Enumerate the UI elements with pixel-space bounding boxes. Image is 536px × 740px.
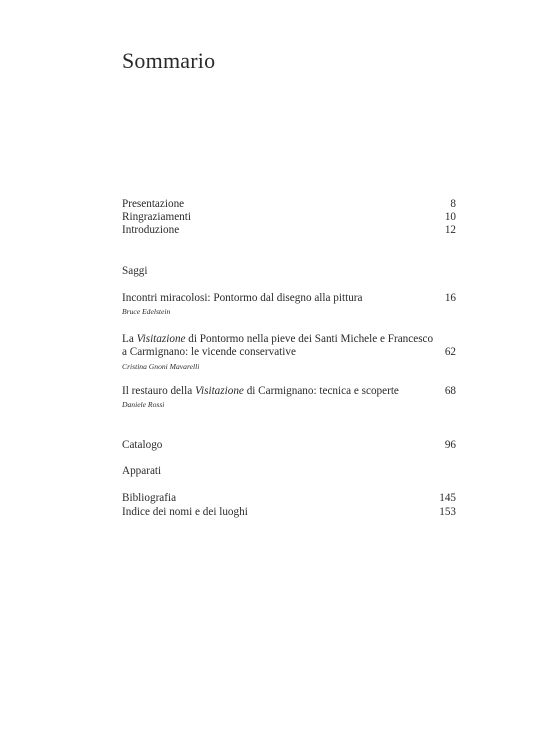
- toc-entry-page: 16: [444, 292, 456, 304]
- toc-entry-label: Presentazione: [122, 198, 185, 210]
- toc-entry-page: 10: [444, 211, 456, 223]
- toc-entry-ringraziamenti[interactable]: [122, 211, 456, 224]
- toc-entry-page: 62: [444, 346, 456, 358]
- toc-entry-page: 153: [439, 506, 456, 518]
- toc-entry-page: 96: [444, 439, 456, 451]
- toc-entry-label-italic: Visitazione: [136, 333, 186, 345]
- section-heading-apparati: Apparati: [122, 465, 162, 477]
- toc-entry-page: 68: [444, 385, 456, 397]
- toc-entry-page: 8: [450, 198, 456, 210]
- toc-entry-catalogo[interactable]: [122, 439, 456, 452]
- toc-entry-label-part: di Carmignano: tecnica e scoperte: [243, 385, 399, 397]
- toc-entry-label: Catalogo: [122, 439, 163, 451]
- toc-entry-label: Bibliografia: [122, 492, 177, 504]
- toc-entry-introduzione[interactable]: [122, 224, 456, 237]
- toc-entry-label-part: La: [122, 333, 137, 345]
- toc-entry-label: a Carmignano: le vicende conservative: [122, 346, 296, 358]
- toc-entry-visitazione-pontormo[interactable]: [122, 333, 456, 346]
- toc-entry-label-italic: Visitazione: [195, 385, 244, 397]
- toc-entry-bibliografia[interactable]: [122, 492, 456, 505]
- toc-entry-label: Indice dei nomi e dei luoghi: [122, 506, 248, 518]
- toc-entry-restauro-visitazione[interactable]: [122, 385, 456, 398]
- toc-entry-page: 12: [444, 224, 456, 236]
- toc-entry-label: Introduzione: [122, 224, 180, 236]
- toc-entry-indice[interactable]: [122, 506, 456, 519]
- toc-entry-label-part: Il restauro della: [122, 385, 195, 397]
- page-title: Sommario: [122, 48, 216, 73]
- toc-entry-author: Cristina Gnoni Mavarelli: [122, 362, 200, 371]
- toc-entry-presentazione[interactable]: [122, 198, 456, 211]
- toc-entry-author: Bruce Edelstein: [122, 307, 171, 316]
- toc-entry-incontri-miracolosi[interactable]: [122, 292, 456, 305]
- toc-entry-label: Ringraziamenti: [122, 211, 191, 223]
- toc-entry-page: 145: [439, 492, 456, 504]
- toc-entry-visitazione-pontormo-line2[interactable]: [122, 346, 456, 359]
- section-heading-saggi: Saggi: [122, 265, 148, 277]
- toc-entry-label-part: di Pontormo nella pieve dei Santi Michele e Francesco: [185, 333, 434, 345]
- toc-entry-author: Daniele Rossi: [122, 400, 165, 409]
- toc-entry-label: Incontri miracolosi: Pontormo dal disegno alla pittura: [122, 292, 363, 304]
